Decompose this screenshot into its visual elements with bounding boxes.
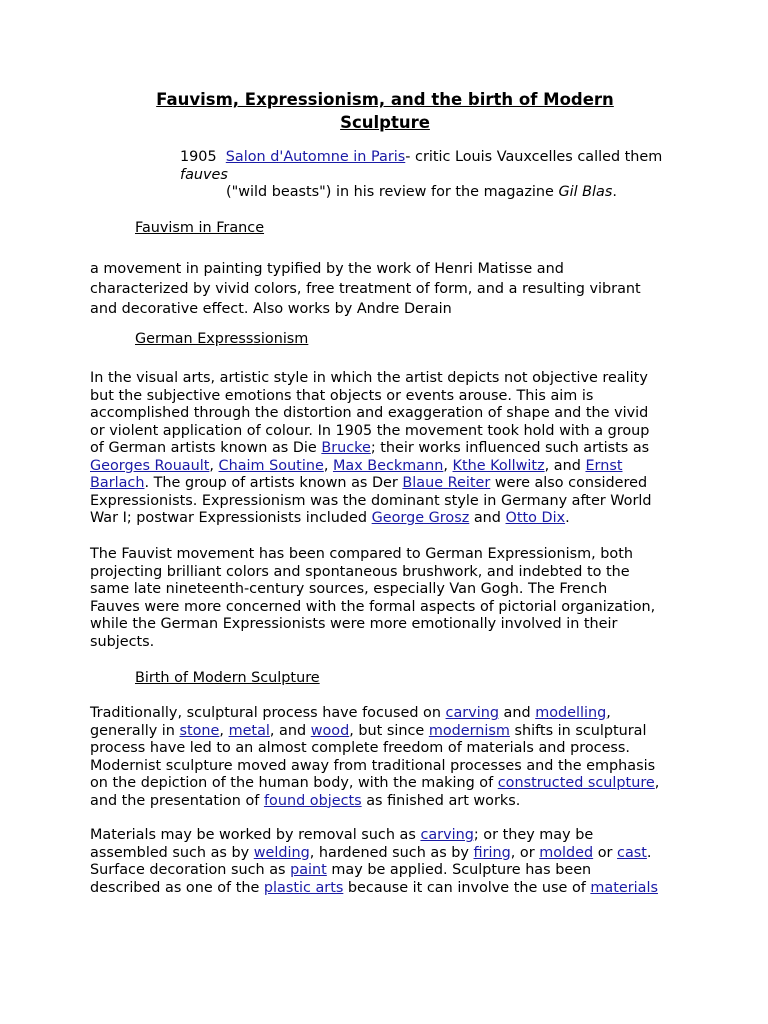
cast-link[interactable]: cast <box>617 844 647 861</box>
intro-text-1: - critic Louis Vauxcelles called them <box>405 149 663 165</box>
paragraph-line: accomplished through the distortion and exaggeration of shape and the vivid <box>90 405 649 421</box>
paragraph-line <box>90 880 685 898</box>
text-run: , <box>654 775 660 791</box>
soutine-link[interactable]: Chaim Soutine <box>218 457 324 474</box>
page-title <box>90 88 680 134</box>
text-run: War I; postwar Expressionists included <box>90 510 372 526</box>
text-run: because it can involve the use of <box>343 879 591 896</box>
text-run: Materials may be worked by removal such as <box>90 827 421 843</box>
text-run: or <box>593 844 618 861</box>
intro-line-3 <box>180 184 700 202</box>
paragraph-line: characterized by vivid colors, free treatment of form, and a resulting vibrant <box>90 281 641 297</box>
paragraph-line: Modernist sculpture moved away from traditional processes and the emphasis <box>90 757 656 774</box>
text-run: assembled such as by <box>90 844 254 861</box>
text-run: were also considered <box>490 475 648 491</box>
heading-modern-sculpture: Birth of Modern Sculpture <box>135 670 320 686</box>
expressionism-paragraph <box>90 370 685 528</box>
carving-link-2[interactable]: carving <box>420 827 474 843</box>
paragraph-line <box>90 705 685 723</box>
paragraph-line: but the subjective emotions that objects or events arouse. This aim is <box>90 387 594 404</box>
text-run: , and <box>269 722 311 739</box>
text-run: , <box>219 722 229 739</box>
text-run: , <box>443 457 453 474</box>
materials-paragraph <box>90 827 685 897</box>
kollwitz-link[interactable]: Kthe Kollwitz <box>452 457 545 474</box>
text-run: ; or they may be <box>473 827 594 843</box>
stone-link[interactable]: stone <box>179 722 220 739</box>
text-run: . <box>646 844 652 861</box>
text-run: . <box>565 510 570 526</box>
text-run: of German artists known as Die <box>90 440 322 456</box>
paragraph-line: projecting brilliant colors and spontaneous brushwork, and indebted to the <box>90 563 630 580</box>
paragraph-line: same late nineteenth-century sources, especially Van Gogh. The French <box>90 581 608 597</box>
text-run: , or <box>510 844 540 861</box>
text-run: . The group of artists known as Der <box>144 475 403 491</box>
text-run: , <box>606 705 611 721</box>
intro-text-2: ("wild beasts") in his review for the magazine <box>226 184 559 200</box>
metal-link[interactable]: metal <box>228 722 270 739</box>
paint-link[interactable]: paint <box>290 862 327 878</box>
intro-year: 1905 <box>180 149 217 165</box>
text-run: on the depiction of the human body, with the making of <box>90 775 498 791</box>
text-run: and <box>469 510 506 526</box>
text-run: may be applied. Sculpture has been <box>326 862 592 878</box>
firing-link[interactable]: firing <box>473 844 511 861</box>
paragraph-line <box>90 440 685 458</box>
text-run: ; their works influenced such artists as <box>370 440 650 456</box>
text-run: , <box>209 457 219 474</box>
text-run: , but since <box>349 722 429 739</box>
text-run: , <box>323 457 333 474</box>
paragraph-line: or violent application of colour. In 1905 the movement took hold with a group <box>90 422 650 439</box>
paragraph-line <box>90 510 685 528</box>
paragraph-line <box>90 458 685 476</box>
paragraph-line <box>90 827 685 845</box>
paragraph-line: subjects. <box>90 633 155 650</box>
barlach-link-part1[interactable]: Ernst <box>585 457 623 474</box>
text-run: , and <box>544 457 586 474</box>
text-run: generally in <box>90 722 180 739</box>
salon-link[interactable]: Salon d'Automne in Paris <box>225 149 406 165</box>
title-line-2: Sculpture <box>340 113 430 132</box>
paragraph-line: In the visual arts, artistic style in which the artist depicts not objective reality <box>90 370 648 386</box>
paragraph-line: while the German Expressionists were more emotionally involved in their <box>90 616 618 632</box>
text-run: Surface decoration such as <box>90 862 291 878</box>
constructed-sculpture-link[interactable]: constructed sculpture <box>497 775 655 791</box>
paragraph-line: a movement in painting typified by the work of Henri Matisse and <box>90 261 564 277</box>
blaue-reiter-link[interactable]: Blaue Reiter <box>402 475 491 491</box>
text-run: , hardened such as by <box>309 844 474 861</box>
intro-period: . <box>612 184 617 200</box>
text-run: shifts in sculptural <box>509 722 647 739</box>
paragraph-line: Fauves were more concerned with the formal aspects of pictorial organization, <box>90 598 656 615</box>
modernism-link[interactable]: modernism <box>428 722 510 739</box>
paragraph-line <box>90 775 685 793</box>
comparison-paragraph <box>90 546 685 651</box>
sculpture-paragraph <box>90 705 685 810</box>
text-run: described as one of the <box>90 879 264 896</box>
title-line-1: Fauvism, Expressionism, and the birth of Modern <box>156 90 614 109</box>
modelling-link[interactable]: modelling <box>535 705 607 721</box>
intro-block <box>180 149 700 202</box>
paragraph-line <box>90 723 685 741</box>
gil-blas-title: Gil Blas <box>558 184 613 200</box>
paragraph-line <box>90 862 685 880</box>
beckmann-link[interactable]: Max Beckmann <box>332 457 444 474</box>
grosz-link[interactable]: George Grosz <box>371 510 470 526</box>
text-run: and <box>498 705 536 721</box>
heading-fauvism: Fauvism in France <box>135 220 265 236</box>
heading-german-expressionism: German Expresssionism <box>135 331 309 347</box>
welding-link[interactable]: welding <box>253 844 310 861</box>
plastic-arts-link[interactable]: plastic arts <box>263 879 344 896</box>
brucke-link[interactable]: Brucke <box>321 440 371 456</box>
found-objects-link[interactable]: found objects <box>263 792 362 809</box>
materials-link[interactable]: materials <box>590 879 658 896</box>
paragraph-line: Expressionists. Expressionism was the dominant style in Germany after World <box>90 492 652 509</box>
barlach-link-part2[interactable]: Barlach <box>90 475 145 491</box>
wood-link[interactable]: wood <box>310 722 350 739</box>
text-run: Traditionally, sculptural process have focused on <box>90 705 446 721</box>
intro-line-1 <box>180 149 700 167</box>
text-run: and the presentation of <box>90 792 264 809</box>
rouault-link[interactable]: Georges Rouault <box>90 457 210 474</box>
paragraph-line: and decorative effect. Also works by Andre Derain <box>90 301 452 317</box>
paragraph-line <box>90 475 685 493</box>
paragraph-line: The Fauvist movement has been compared to German Expressionism, both <box>90 546 633 562</box>
paragraph-line: process have led to an almost complete freedom of materials and process. <box>90 740 631 756</box>
carving-link[interactable]: carving <box>445 705 499 721</box>
paragraph-line <box>90 845 685 863</box>
dix-link[interactable]: Otto Dix <box>505 510 566 526</box>
molded-link[interactable]: molded <box>539 844 594 861</box>
fauves-term: fauves <box>180 166 228 183</box>
text-run: as finished art works. <box>361 792 521 809</box>
paragraph-line <box>90 793 685 811</box>
fauvism-paragraph <box>90 259 685 319</box>
